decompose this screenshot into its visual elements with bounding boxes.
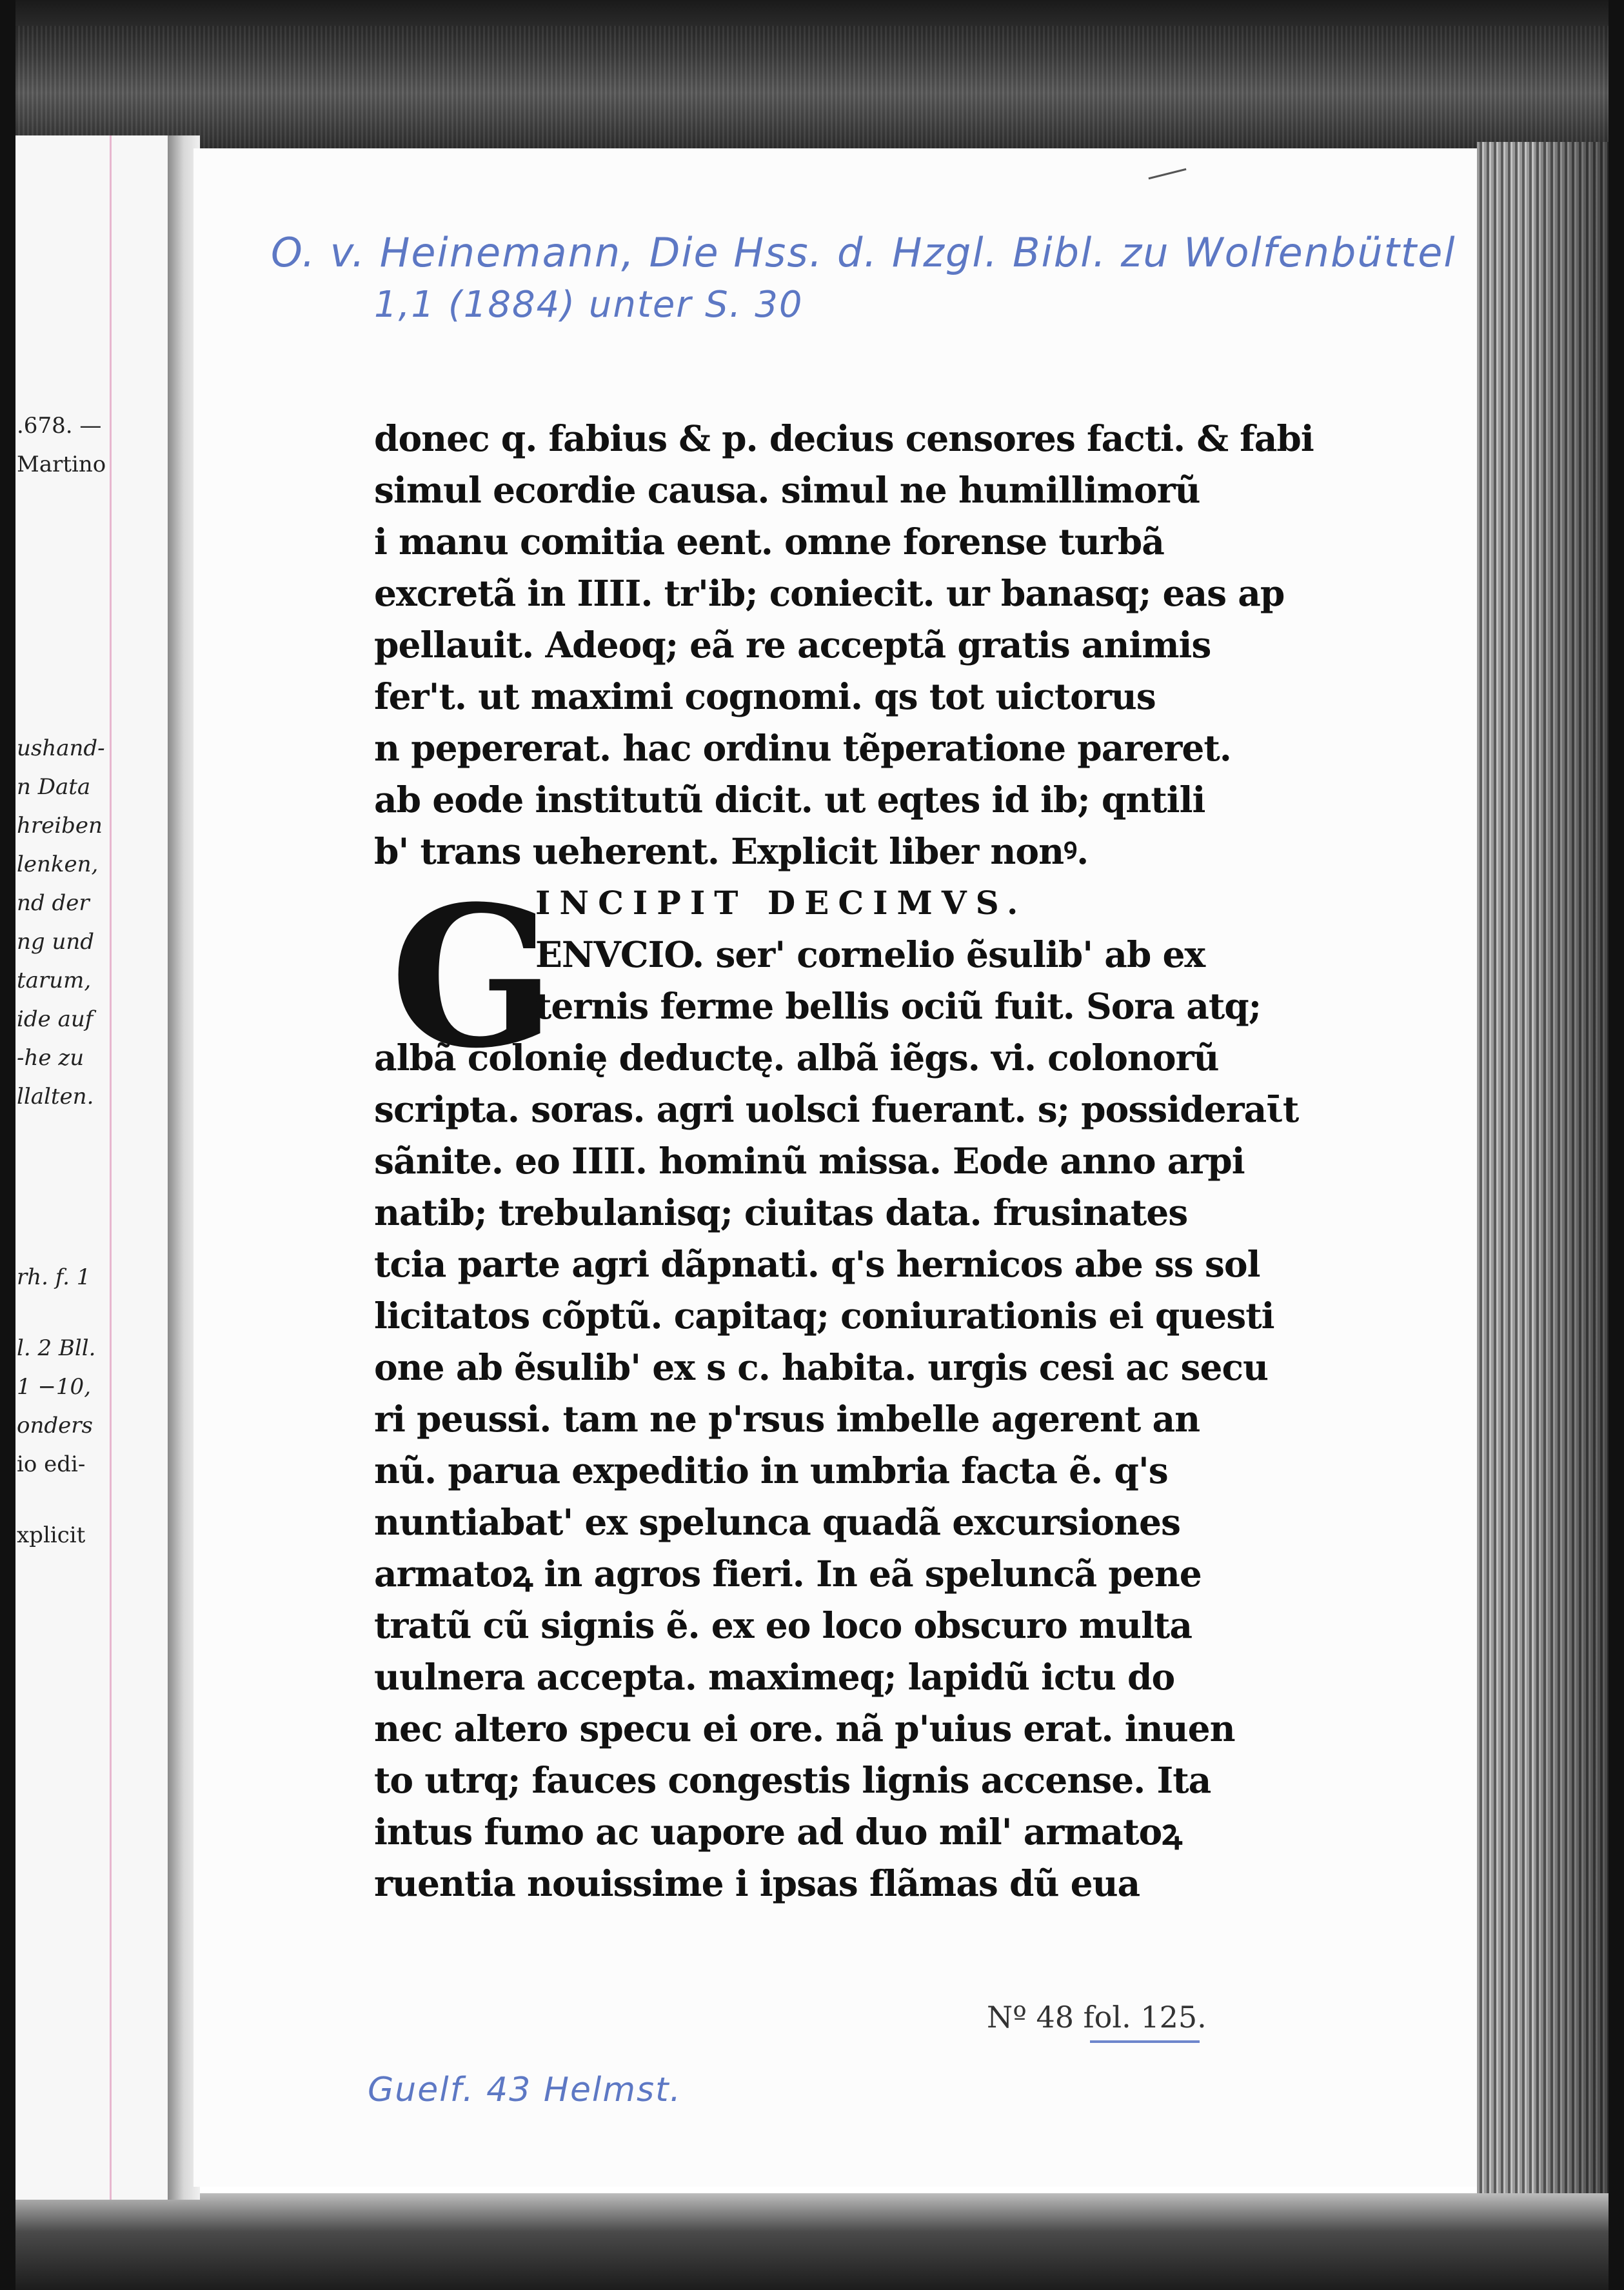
- left-page-fragment: io edi-: [17, 1451, 86, 1477]
- manuscript-line: ab eode institutũ dicit. ut eqtes id ib; qntili: [374, 779, 1205, 821]
- manuscript-text-block: [374, 413, 1314, 1961]
- handwritten-shelfmark: Guelf. 43 Helmst.: [368, 2071, 682, 2109]
- scanner-top-noise: [0, 26, 1624, 148]
- manuscript-line: nuntiabat' ex spelunca quadã excursiones: [374, 1501, 1180, 1543]
- handwritten-reference-line-1: O. v. Heinemann, Die Hss. d. Hzgl. Bibl. zu Wolfenbüttel: [271, 229, 1456, 276]
- manuscript-line: licitatos cõptũ. capitaq; coniurationis ei questi: [374, 1295, 1274, 1337]
- manuscript-line: natib; trebulanisq; ciuitas data. frusinates: [374, 1191, 1188, 1233]
- left-page-fragment: n Data: [17, 774, 91, 800]
- left-page-fragment: xplicit: [17, 1522, 86, 1548]
- manuscript-line: nec altero specu ei ore. nã p'uius erat. inuen: [374, 1708, 1235, 1749]
- manuscript-line: ternis ferme bellis ociũ fuit. Sora atq;: [535, 985, 1261, 1027]
- left-page-fragment: onders: [17, 1413, 93, 1439]
- left-page-fragment: l. 2 Bll.: [17, 1335, 96, 1361]
- manuscript-line: b' trans ueherent. Explicit liber nonꝰ.: [374, 830, 1089, 872]
- left-page-fragment: nd der: [17, 890, 90, 916]
- left-page-fragment: ide auf: [17, 1006, 94, 1032]
- manuscript-line: one ab ẽsulib' ex s c. habita. urgis cesi ac secu: [374, 1346, 1268, 1388]
- manuscript-line: ri peussi. tam ne p'rsus imbelle agerent an: [374, 1398, 1200, 1440]
- scanner-left-edge: [0, 0, 15, 2290]
- manuscript-line: scripta. soras. agri uolsci fuerant. s; possideraῑt: [374, 1088, 1299, 1130]
- manuscript-line: uulnera accepta. maximeq; lapidũ ictu do: [374, 1656, 1175, 1698]
- left-facing-page: [15, 135, 172, 2200]
- manuscript-line: intus fumo ac uapore ad duo mil' armatoꝝ: [374, 1811, 1182, 1853]
- manuscript-line: INCIPIT DECIMVS.: [535, 884, 1027, 922]
- scanner-bottom-border: [0, 2193, 1624, 2290]
- manuscript-line: excretã in IIII. tr'ib; coniecit. ur banasq; eas ap: [374, 572, 1285, 614]
- folio-underline: [1090, 2040, 1200, 2043]
- manuscript-line: ruentia nouissime i ipsas flãmas dũ eua: [374, 1862, 1140, 1904]
- left-page-fragment: Martino: [17, 452, 106, 477]
- manuscript-line: sãnite. eo IIII. hominũ missa. Eode anno arpi: [374, 1140, 1245, 1182]
- manuscript-line: donec q. fabius & p. decius censores facti. & fabi: [374, 417, 1314, 459]
- handwritten-reference-line-2: 1,1 (1884) unter S. 30: [374, 284, 804, 326]
- scanner-right-edge: [1609, 0, 1624, 2290]
- decorated-initial: G: [390, 863, 556, 1091]
- manuscript-line: albã colonię deductę. albã iẽgs. vi. colonorũ: [374, 1037, 1219, 1079]
- left-page-fragment: tarum,: [17, 968, 92, 993]
- book-edge-shadow: [1535, 142, 1609, 2193]
- manuscript-line: n pepererat. hac ordinu tẽperatione pareret.: [374, 727, 1231, 769]
- left-page-fragment: llalten.: [17, 1084, 94, 1110]
- left-page-fragment: rh. f. 1: [17, 1264, 91, 1290]
- left-page-margin-line: [110, 135, 112, 2200]
- manuscript-line: ENVCIO. ser' cornelio ẽsulib' ab ex: [535, 933, 1205, 975]
- manuscript-line: tcia parte agri dãpnati. q's hernicos abe ss sol: [374, 1243, 1260, 1285]
- manuscript-line: fer't. ut maximi cognomi. qs tot uictorus: [374, 675, 1156, 717]
- left-page-fragment: ng und: [17, 929, 95, 955]
- manuscript-line: simul ecordie causa. simul ne humillimorũ: [374, 469, 1200, 511]
- manuscript-line: pellauit. Adeoq; eã re acceptã gratis animis: [374, 624, 1211, 666]
- left-page-fragment: hreiben: [17, 813, 103, 839]
- left-page-fragment: -he zu: [17, 1045, 84, 1071]
- manuscript-line: i manu comitia eent. omne forense turbã: [374, 521, 1164, 563]
- left-page-fragment: ushand-: [17, 735, 105, 761]
- left-page-fragment: .678. —: [17, 413, 102, 439]
- folio-label: Nº 48 fol. 125.: [987, 2000, 1207, 2035]
- manuscript-line: nũ. parua expeditio in umbria facta ẽ. q's: [374, 1449, 1168, 1491]
- left-page-fragment: 1 −10,: [17, 1374, 91, 1400]
- manuscript-line: tratũ cũ signis ẽ. ex eo loco obscuro multa: [374, 1604, 1192, 1646]
- left-page-fragment: lenken,: [17, 851, 99, 877]
- manuscript-line: to utrq; fauces congestis lignis accense. Ita: [374, 1759, 1211, 1801]
- manuscript-line: armatoꝝ in agros fieri. In eã speluncã pene: [374, 1553, 1202, 1595]
